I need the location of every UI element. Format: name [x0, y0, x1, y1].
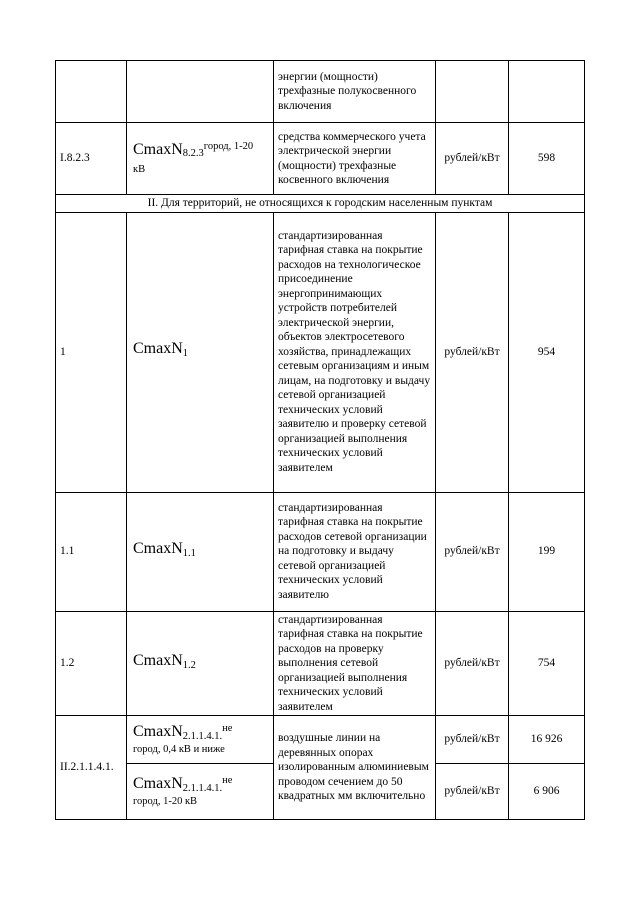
unit-cell: рублей/кВт: [436, 611, 509, 716]
row-description: стандартизированная тарифная ставка на покрытие расходов сетевой организации на подготовку и выдачу сетевой организацией технических условий заявителю: [274, 492, 436, 611]
value-cell: 954: [509, 212, 585, 492]
table-row: [56, 716, 585, 764]
unit-cell: рублей/кВт: [436, 716, 509, 764]
rate-code-subscript: 1.2: [182, 659, 196, 671]
value-cell: 199: [509, 492, 585, 611]
row-description: воздушные линии на деревянных опорах изолированным алюминиевым проводом сечением до 50 квадратных мм включительно: [274, 716, 436, 820]
section-header-row: [56, 195, 585, 213]
row-number: I.8.2.3: [56, 123, 127, 195]
row-number: 1: [56, 212, 127, 492]
rate-code: [127, 212, 274, 492]
row-description: средства коммерческого учета электрической энергии (мощности) трехфазные косвенного включения: [274, 123, 436, 195]
rate-code-subscript: 1: [182, 348, 189, 360]
rate-code-subscript: 1.1: [182, 547, 196, 559]
value-cell: 6 906: [509, 764, 585, 820]
table-row: [56, 492, 585, 611]
rate-code-main: CmaxN: [133, 651, 183, 669]
rate-code-main: CmaxN: [133, 140, 183, 158]
rate-code-tail: город, 1-20 кВ: [133, 795, 198, 807]
unit-cell: [436, 61, 509, 123]
value-cell: 598: [509, 123, 585, 195]
rate-code: [127, 611, 274, 716]
unit-cell: рублей/кВт: [436, 123, 509, 195]
rate-code-tail: кВ: [133, 163, 146, 175]
rate-code-subscript: 2.1.1.4.1.: [182, 730, 223, 742]
value-cell: 16 926: [509, 716, 585, 764]
table-row: [56, 212, 585, 492]
rate-code-superscript: не: [222, 723, 233, 735]
table-row: [56, 611, 585, 716]
row-number: 1.1: [56, 492, 127, 611]
rate-code-tail: город, 0,4 кВ и ниже: [133, 743, 225, 755]
row-number: 1.2: [56, 611, 127, 716]
rate-code-main: CmaxN: [133, 539, 183, 557]
table-row: [56, 123, 585, 195]
rate-code-main: CmaxN: [133, 340, 183, 358]
rate-code-subscript: 8.2.3: [182, 148, 204, 160]
rate-code-main: CmaxN: [133, 774, 183, 792]
rate-code: [127, 123, 274, 195]
rate-code: [127, 764, 274, 820]
rate-code-main: CmaxN: [133, 722, 183, 740]
rate-code-subscript: 2.1.1.4.1.: [182, 782, 223, 794]
row-description: стандартизированная тарифная ставка на покрытие расходов на технологическое присоединение энергопринимающих устройств потребителей электрической энергии, объектов электросетевого хозяйства, принадлежащих сетевым организациям и иным лицам, на подготовку и выдачу сетевой организацией технических условий заявителю и проверку сетевой организацией выполнения технических условий заявителем: [274, 212, 436, 492]
rate-code: [127, 716, 274, 764]
value-cell: [509, 61, 585, 123]
code-cell: [127, 61, 274, 123]
row-description: энергии (мощности) трехфазные полукосвенного включения: [274, 61, 436, 123]
tariff-table: [55, 60, 585, 820]
unit-cell: рублей/кВт: [436, 764, 509, 820]
section-title: II. Для территорий, не относящихся к городским населенным пунктам: [56, 195, 585, 213]
row-description: стандартизированная тарифная ставка на покрытие расходов на проверку выполнения сетевой организацией выполнения технических условий заявителем: [274, 611, 436, 716]
value-cell: 754: [509, 611, 585, 716]
table-row: [56, 61, 585, 123]
unit-cell: рублей/кВт: [436, 212, 509, 492]
rate-code-superscript: город, 1-20: [203, 140, 254, 152]
row-number: [56, 61, 127, 123]
row-number: II.2.1.1.4.1.: [56, 716, 127, 820]
rate-code: [127, 492, 274, 611]
unit-cell: рублей/кВт: [436, 492, 509, 611]
rate-code-superscript: не: [222, 775, 233, 787]
